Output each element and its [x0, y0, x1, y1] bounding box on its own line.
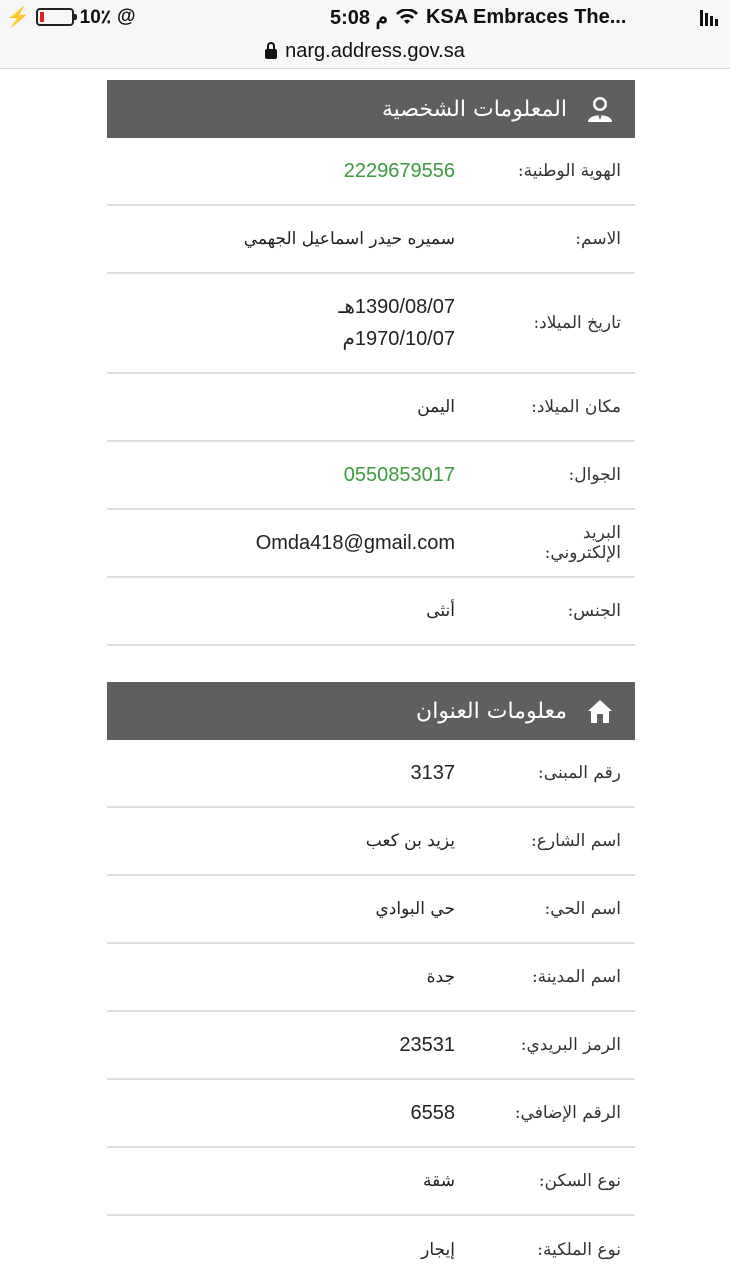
lock-icon [265, 49, 277, 59]
clock: 5:08 م [330, 6, 388, 29]
charging-icon: ⚡ [6, 7, 30, 28]
row-email [107, 510, 635, 578]
row-ownership-type [107, 1216, 635, 1284]
value-district: حي البوادي [375, 899, 455, 919]
row-mobile [107, 442, 635, 510]
label-postal-code: الرمز البريدي: [520, 1035, 621, 1055]
value-ownership-type: إيجار [421, 1240, 455, 1260]
row-housing-type [107, 1148, 635, 1216]
row-name [107, 206, 635, 274]
row-building-number [107, 740, 635, 808]
row-birth-place [107, 374, 635, 442]
status-center [330, 5, 626, 29]
at-icon: @ [117, 6, 136, 27]
label-mobile: الجوال: [568, 465, 621, 485]
row-additional-number [107, 1080, 635, 1148]
label-street-name: اسم الشارع: [530, 831, 621, 851]
url-bar[interactable] [0, 34, 730, 69]
label-birth-place: مكان الميلاد: [531, 397, 621, 417]
label-housing-type: نوع السكن: [538, 1171, 621, 1191]
personal-info-header [107, 80, 635, 138]
battery-icon [36, 8, 74, 26]
row-national-id [107, 138, 635, 206]
row-birth-date [107, 274, 635, 374]
row-street-name [107, 808, 635, 876]
value-birth-date [107, 291, 505, 355]
personal-info-title: المعلومات الشخصية [381, 96, 567, 122]
user-icon [583, 92, 617, 126]
value-city: جدة [426, 967, 455, 987]
main-content [107, 80, 635, 1284]
label-email: البريد الإلكتروني: [544, 523, 621, 563]
address-info-header [107, 682, 635, 740]
status-left [6, 5, 136, 29]
value-national-id: 2229679556 [343, 159, 455, 182]
label-national-id: الهوية الوطنية: [517, 161, 621, 181]
label-name: الاسم: [575, 229, 621, 249]
birth-date-gregorian: 1970/10/07م [342, 328, 455, 350]
value-housing-type: شقة [423, 1171, 455, 1191]
signal-icon [700, 10, 718, 26]
battery-percent: 10٪ [79, 6, 112, 28]
value-building-number: 3137 [410, 761, 455, 784]
label-city: اسم المدينة: [531, 967, 621, 987]
birth-date-hijri: 1390/08/07هـ [338, 296, 455, 318]
url-text[interactable]: narg.address.gov.sa [285, 39, 465, 62]
row-city [107, 944, 635, 1012]
value-mobile[interactable]: 0550853017 [343, 463, 455, 486]
row-district [107, 876, 635, 944]
value-additional-number: 6558 [410, 1101, 455, 1124]
row-gender [107, 578, 635, 646]
address-info-title: معلومات العنوان [416, 698, 567, 724]
wifi-icon [396, 9, 418, 25]
label-birth-date: تاريخ الميلاد: [533, 313, 621, 333]
status-bar [0, 0, 730, 34]
value-birth-place: اليمن [417, 397, 455, 417]
home-icon [583, 694, 617, 728]
value-name: سميره حيدر اسماعيل الجهمي [243, 229, 455, 249]
value-email[interactable]: Omda418@gmail.com [255, 531, 455, 554]
label-additional-number: الرقم الإضافي: [514, 1103, 621, 1123]
value-postal-code: 23531 [399, 1033, 455, 1056]
news-headline: KSA Embraces The... [425, 5, 627, 28]
label-building-number: رقم المبنى: [538, 763, 621, 783]
label-ownership-type: نوع الملكية: [537, 1240, 621, 1260]
label-gender: الجنس: [567, 601, 621, 621]
label-district: اسم الحي: [544, 899, 621, 919]
value-street-name: يزيد بن كعب [365, 831, 455, 851]
value-gender: أنثى [426, 601, 455, 621]
row-postal-code [107, 1012, 635, 1080]
